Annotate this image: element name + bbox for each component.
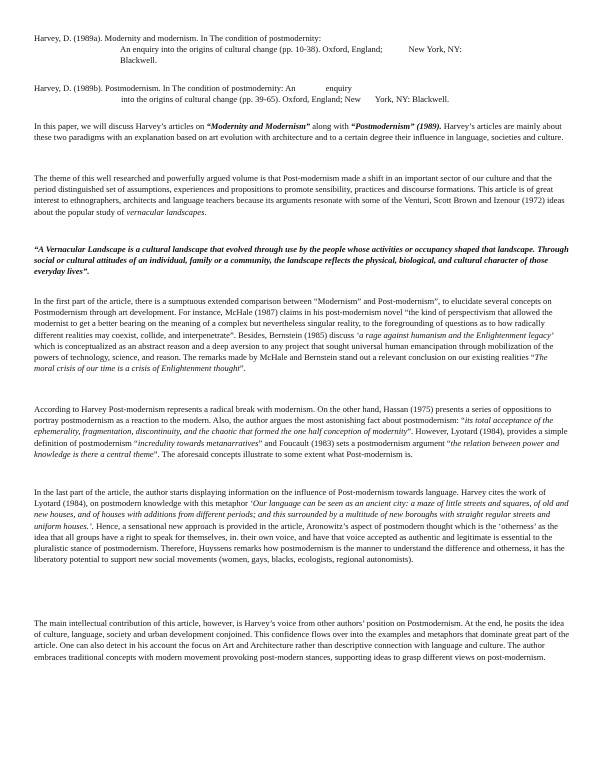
reference-text: Harvey, D. (1989b). Postmodernism. In The condition of postmodernity: An [34, 83, 296, 93]
emphasis: The moral crisis of our time is a crisis of Enlightenment thought [34, 352, 548, 374]
text: The theme of this well researched and powerfully argued volume is that Post-modernism made a shift in an important sector of our culture and that the period distinguished set of assumptions, experiences and propositions to promote sensibility, practices and discourse formations. This article is of great interest to ethnographers, architects and language teachers because its arguments resonate with some of the Venturi, Scott Brown and Izenour (1972) ideas about the popular study of [34, 173, 565, 217]
text: In the last part of the article, the author starts displaying information on the influence of Post-modernism towards language. Harvey cites the work of Lyotard (1984), on postmodern knowledge with this metaphor [34, 487, 546, 509]
reference-line [34, 83, 574, 94]
reference-harvey-1989b [34, 83, 574, 105]
reference-line: Harvey, D. (1989a). Modernity and modernism. In The condition of postmodernity: [34, 33, 322, 43]
reference-text: York, NY: Blackwell. [374, 94, 450, 104]
emphasis: “Postmodernism” (1989). [350, 121, 442, 131]
reference-text: An enquiry into the origins of cultural change (pp. 10-38). Oxford, England; [120, 44, 383, 54]
paragraph-intro [34, 121, 570, 143]
reference-text: enquiry [325, 83, 352, 93]
paragraph-first-part [34, 296, 570, 374]
text: ”. [239, 363, 246, 374]
text: which is conceptualized as an abstract reason and a deep aversion to any project that sought universal human emancipation through mobilization of the powers of technology, science, and reason. The remarks made by McHale and Bernstein stand out a relevant conclusion on our existing realities “ [34, 340, 554, 363]
block-quote: “A Vernacular Landscape is a cultural landscape that evolved through use by the people whose activities or occupancy shaped that landscape. Through social or cultural attitudes of an individual, family or a community, the landscape reflects the physical, biological, and cultural character of those everyday lives”. [34, 244, 569, 277]
reference-text: New York, NY: [408, 44, 462, 54]
text: ” and Foucault (1983) sets a postmodernism argument “ [258, 437, 451, 448]
text: In this paper, we will discuss Harvey’s articles on [34, 121, 207, 131]
paragraph-theme [34, 173, 570, 218]
text: ”. However, Lyotard (1984), provides a simple definition of postmodernism “ [34, 426, 568, 448]
text: . [204, 206, 207, 217]
paragraph-conclusion: The main intellectual contribution of this article, however, is Harvey’s voice from other authors’ position on Postmodernism. At the end, he posits the idea of culture, language, society and urban development conjoined. This confidence flows over into the examples and metaphors that dominate great part of the article. One can also detect in his account the focus on Art and Architecture rather than descriptive connection with language and culture. The author embraces traditional concepts with modern movement provoking post-modern stances, supporting ideas to grasp different views on post-modernism. [34, 618, 570, 662]
reference-line [34, 44, 574, 55]
emphasis: ‘a rage against humanism and the Enlightenment legacy’ [356, 329, 554, 340]
text: Harvey’s articles are mainly about these two paradigms with an explanation based on art evolution with architecture and to a certain degree their influence in language, societies and culture. [34, 121, 564, 143]
text: ”. The aforesaid concepts illustrate to some extent what Post-modernism is. [153, 448, 413, 459]
reference-text: into the origins of cultural change (pp. 39-65). Oxford, England; New [121, 94, 361, 104]
text: According to Harvey Post-modernism represents a radical break with modernism. On the other hand, Hassan (1975) presents a series of oppositions to portray postmodernism as a reaction to the modern. Also, the author argues the most astonishing fact about postmodernism: “ [34, 404, 552, 426]
text: along with [310, 121, 351, 131]
reference-line [34, 94, 574, 105]
emphasis: ‘Our language can be seen as an ancient city: a maze of little streets and squares, of old and new houses, and of houses with additions from different periods; and this surrounded by a multitude of new boroughs with straight regular streets and uniform houses.’. [34, 498, 569, 531]
paragraph-last-part [34, 487, 570, 565]
reference-line: Blackwell. [120, 55, 157, 65]
emphasis: incredulity towards metanarratives [137, 437, 259, 448]
emphasis: its total acceptance of the ephemerality, fragmentation, discontinuity, and the chaotic that formed the one half conception of modernity [34, 415, 554, 437]
emphasis: vernacular landscapes [126, 206, 205, 217]
emphasis: the relation between power and knowledge is there a central theme [34, 437, 560, 459]
paragraph-harvey-postmodernism [34, 404, 570, 460]
text: In the first part of the article, there is a sumptuous extended comparison between “Modernism” and Post-modernism”, to elucidate several concepts on Postmodernism through art development. For instance, McHale (1987) claims in his post-modernism novel “the kind of perspectivism that allowed the modernist to get a better bearing on the meaning of a complex but nevertheless singular reality, to the foregrounding of questions as to how radically different realities may coexist, collide, and interpenetrate”. Besides, Bernstein (1985) discuss [34, 296, 553, 340]
text: Hence, a sensational new approach is provided in the article, Aronowitz’s aspect of postmodern thought which is the ‘otherness’ as the idea that all groups have a right to speak for themselves, in. their own voice, and have that voice accepted as authentic and legitimate is essential to the pluralistic stance of postmodernism. Therefore, Huyssens remarks how postmodernism is the manner to understand the difference and otherness, it has the liberatory potential to support new social movements (women, gays, blacks, ecologists, regional autonomists). [34, 520, 565, 565]
emphasis: “Modernity and Modernism” [206, 121, 311, 131]
reference-harvey-1989a [34, 33, 574, 66]
